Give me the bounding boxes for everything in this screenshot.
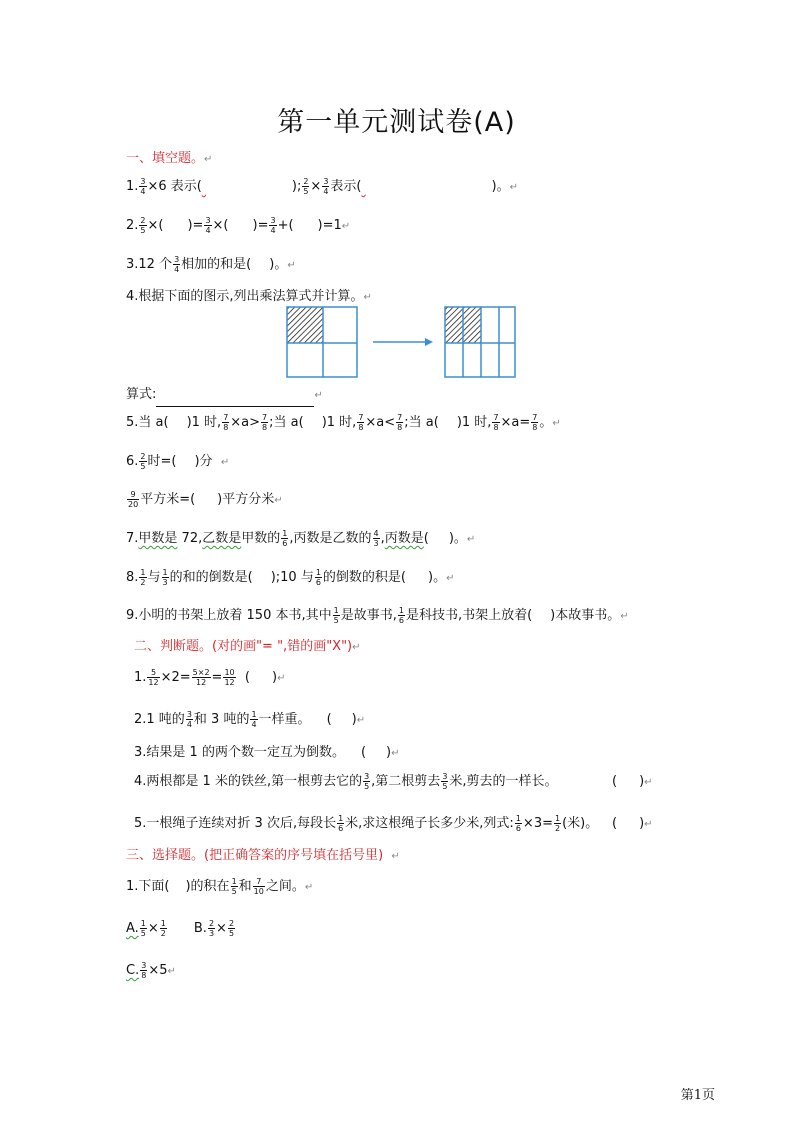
j4-text: 4.两根都是 1 米的铁丝,第一根剪去它的 [134,774,363,789]
fraction: $\frac{7}{8}$ [262,413,268,432]
q5-text: ×a< [365,415,396,430]
fraction: $\frac{2}{5}$ [140,216,146,235]
j4-text: 米,剪去的一样长。 [449,774,558,789]
return-mark-icon: ↵ [446,573,455,584]
fraction: $\frac{7}{10}$ [253,877,264,896]
j3-paren: ) [386,745,392,760]
q2-text: +( [277,218,294,233]
j5-text: ×3= [522,816,553,831]
option-c-tail: ×5 [148,963,168,978]
fraction: $\frac{3}{4}$ [174,255,180,274]
grid-right [445,307,515,377]
return-mark-icon: ↵ [644,819,653,830]
fraction: $\frac{7}{8}$ [532,413,538,432]
q9-text: 是科技书,书架上放着( [405,608,533,623]
q7-text: 72, [177,531,203,546]
fraction: $\frac{1}{5}$ [231,877,237,896]
times-sign: × [147,921,159,936]
return-mark-icon: ↵ [314,390,323,401]
section-2-label: 二、判断题。(对的画"= ",错的画"X") [134,639,353,654]
q8-number: 8. [126,570,139,585]
fraction: $\frac{9}{20}$ [128,490,139,509]
fraction: $\frac{1}{5}$ [333,606,339,625]
section-3-label: 三、选择题。(把正确答案的序号填在括号里) [126,848,384,863]
return-mark-icon: ↵ [356,715,366,726]
section-heading-2 [134,636,361,659]
fraction: $\frac{3}{5}$ [442,772,448,791]
question-5 [126,412,561,435]
choice-1 [126,876,313,899]
fraction: $\frac{7}{8}$ [358,413,364,432]
j5-text: (米)。 [562,816,599,831]
fraction: $\frac{1}{2}$ [160,919,166,938]
c1-text: )的积在 [185,879,230,894]
option-c-label: C. [126,963,140,978]
formula-blank[interactable] [156,384,314,407]
fraction: $\frac{7}{8}$ [493,413,499,432]
q7-text: 甲数的 [241,531,281,546]
fraction: $\frac{1}{4}$ [251,710,257,729]
fraction: $\frac{1}{2}$ [140,568,146,587]
return-mark-icon: ↵ [341,221,351,232]
j5-paren: ) [639,816,645,831]
fraction: $\frac{1}{6}$ [515,814,521,833]
j4-paren: ( [612,774,618,789]
q6-number: 6. [126,454,139,469]
return-mark-icon: ↵ [220,457,230,468]
q8-text: )。 [428,570,447,585]
q4-formula-row [126,384,323,407]
formula-label: 算式: [126,387,157,402]
return-mark-icon: ↵ [274,495,283,506]
fraction: $\frac{1}{3}$ [162,568,168,587]
j1-text: ×2= [160,670,191,685]
q9-text: 9.小明的书架上放着 150 本书,其中 [126,608,332,623]
q1-blank-2[interactable] [362,176,492,198]
fraction: $\frac{5}{12}$ [148,668,159,687]
q6-text: 时=( [147,454,177,469]
q8-text: 的倒数的积是( [322,570,406,585]
q3-text: 相加的和是( [181,257,252,272]
c1-text: 1.下面( [126,879,170,894]
q1-number: 1. [126,179,139,194]
fraction: $\frac{3}{4}$ [140,177,146,196]
fraction: $\frac{2}{5}$ [303,177,309,196]
q5-text: )1 时, [321,415,357,430]
fraction: $\frac{1}{5}$ [140,919,146,938]
section-1-label: 一、填空题。 [126,151,205,166]
question-6b [126,489,283,512]
q1-text: )。 [491,179,510,194]
q7-text: ,丙数是乙数的 [289,531,372,546]
q1-text: ); [291,179,302,194]
option-a-label: A. [126,921,139,936]
fraction: $\frac{1}{6}$ [338,814,344,833]
fraction: $\frac{7}{8}$ [223,413,229,432]
q2-text: )= [252,218,269,233]
fraction: $\frac{3}{4}$ [270,216,276,235]
fraction: $\frac{1}{6}$ [398,606,404,625]
q5-text: ×a> [230,415,261,430]
question-9 [126,605,629,628]
q9-text: )本故事书。 [550,608,621,623]
q5-text: ;当 a( [404,415,439,430]
question-8 [126,567,454,590]
q1-text: ×6 表示( [147,179,202,194]
fraction: $\frac{5\times 2}{12}$ [192,668,210,687]
fraction: $\frac{3}{4}$ [186,710,192,729]
c1-text: 和 [238,879,252,894]
return-mark-icon: ↵ [644,777,653,788]
j1-number: 1. [134,670,147,685]
question-3 [126,254,296,277]
j1-text: = [211,670,223,685]
q3-text: )。 [269,257,288,272]
page-number: 第1页 [680,1088,715,1103]
option-b[interactable] [194,921,236,936]
option-a[interactable] [126,921,168,936]
arrow-icon [373,338,433,346]
times-sign: × [216,921,227,936]
j2-paren: ( [326,712,332,727]
section-heading-1 [126,148,212,171]
return-mark-icon: ↵ [304,882,314,893]
return-mark-icon: ↵ [277,673,286,684]
choice-option-c [126,960,176,983]
q5-text: 。 [539,415,553,430]
q8-text: 与 [147,570,161,585]
q5-text: ×a= [500,415,531,430]
j1-paren: ( [244,670,250,685]
question-7 [126,528,475,551]
q2-text: )= [187,218,204,233]
return-mark-icon: ↵ [391,748,400,759]
fraction-grid-diagram [285,305,525,381]
fraction: $\frac{3}{4}$ [205,216,211,235]
return-mark-icon: ↵ [167,966,176,977]
q6b-text: 平方米=( [140,492,196,507]
j4-paren: ) [639,774,645,789]
q8-text: 的和的倒数是( [169,570,253,585]
return-mark-icon: ↵ [363,292,372,303]
return-mark-icon: ↵ [391,851,400,862]
q7-text: 甲数是 [138,531,178,546]
judge-1 [134,667,285,690]
fraction: $\frac{1}{6}$ [282,529,288,548]
q6-text: )分 [194,454,213,469]
q7-text: 丙数是 [384,531,424,546]
j1-paren: ) [271,670,278,685]
q2-text: )=1 [317,218,342,233]
fraction: $\frac{2}{3}$ [208,919,215,938]
fraction: $\frac{2}{5}$ [140,452,146,471]
judge-5-answer [612,813,653,836]
q7-text: ( [423,531,429,546]
j2-text: 2.1 吨的 [134,712,185,727]
return-mark-icon: ↵ [620,611,629,622]
judge-2 [134,709,365,732]
question-1: 1. $\frac{3}{4}$ ×6 表示( ); $\frac{2}{5}$ × $\frac{3}{4}$ 表示( )。↵ [126,177,518,196]
judge-4 [134,771,558,793]
q7-text: 乙数是 [202,531,242,546]
q3-text: 3.12 个 [126,257,173,272]
q4-text: 4.根据下面的图示,列出乘法算式并计算。 [126,289,364,304]
q2-text: ×( [212,218,229,233]
q6b-text: )平方分米 [217,492,275,507]
section-heading-3 [126,845,400,868]
judge-3 [134,742,400,765]
q2-text: ×( [147,218,164,233]
question-6 [126,451,229,474]
fraction: $\frac{1}{6}$ [315,568,321,587]
j5-text: 5.一根绳子连续对折 3 次后,每段长 [134,816,337,831]
fraction: $\frac{7}{8}$ [397,413,403,432]
j4-text: ,第二根剪去 [371,774,441,789]
q5-text: ;当 a( [269,415,304,430]
option-c[interactable] [126,963,167,978]
j2-paren: ) [351,712,357,727]
fraction: $\frac{1}{2}$ [554,814,561,833]
return-mark-icon: ↵ [352,642,361,653]
fraction: $\frac{3}{8}$ [141,961,147,980]
return-mark-icon: ↵ [552,418,561,429]
j3-paren: ( [360,745,367,760]
question-2 [126,215,350,238]
q7-text: )。 [448,531,467,546]
fraction: $\frac{3}{4}$ [323,177,329,196]
q5-text: )1 时, [186,415,222,430]
return-mark-icon: ↵ [287,260,296,271]
judge-5 [134,813,598,835]
q8-text: );10 与 [270,570,314,585]
q7-number: 7. [126,531,139,546]
return-mark-icon: ↵ [509,182,518,193]
q1-text: 表示( [330,179,362,194]
j5-text: 米,求这根绳子长多少米,列式: [345,816,514,831]
return-mark-icon: ↵ [466,534,476,545]
option-b-label: B. [193,921,207,936]
q1-blank-1[interactable] [202,176,292,198]
choice-options-ab [126,918,236,940]
return-mark-icon: ↵ [204,154,213,165]
j3-text: 3.结果是 1 的两个数一定互为倒数。 [134,745,345,760]
j5-paren: ( [612,816,618,831]
q7-text: , [380,531,385,546]
grid-left [287,307,357,377]
fraction: $\frac{10}{12}$ [224,668,235,687]
j2-text: 一样重。 [258,712,311,727]
fraction: $\frac{4}{3}$ [373,529,379,548]
page-title: 第一单元测试卷(A) [277,107,516,138]
fraction: $\frac{2}{5}$ [228,919,235,938]
fraction: $\frac{3}{5}$ [364,772,370,791]
q2-number: 2. [126,218,139,233]
q5-text: 5.当 a( [126,415,169,430]
q5-text: )1 时, [456,415,492,430]
c1-text: 之间。 [265,879,305,894]
judge-4-answer [612,771,653,794]
q9-text: 是故事书, [340,608,397,623]
j2-text: 和 3 吨的 [193,712,250,727]
